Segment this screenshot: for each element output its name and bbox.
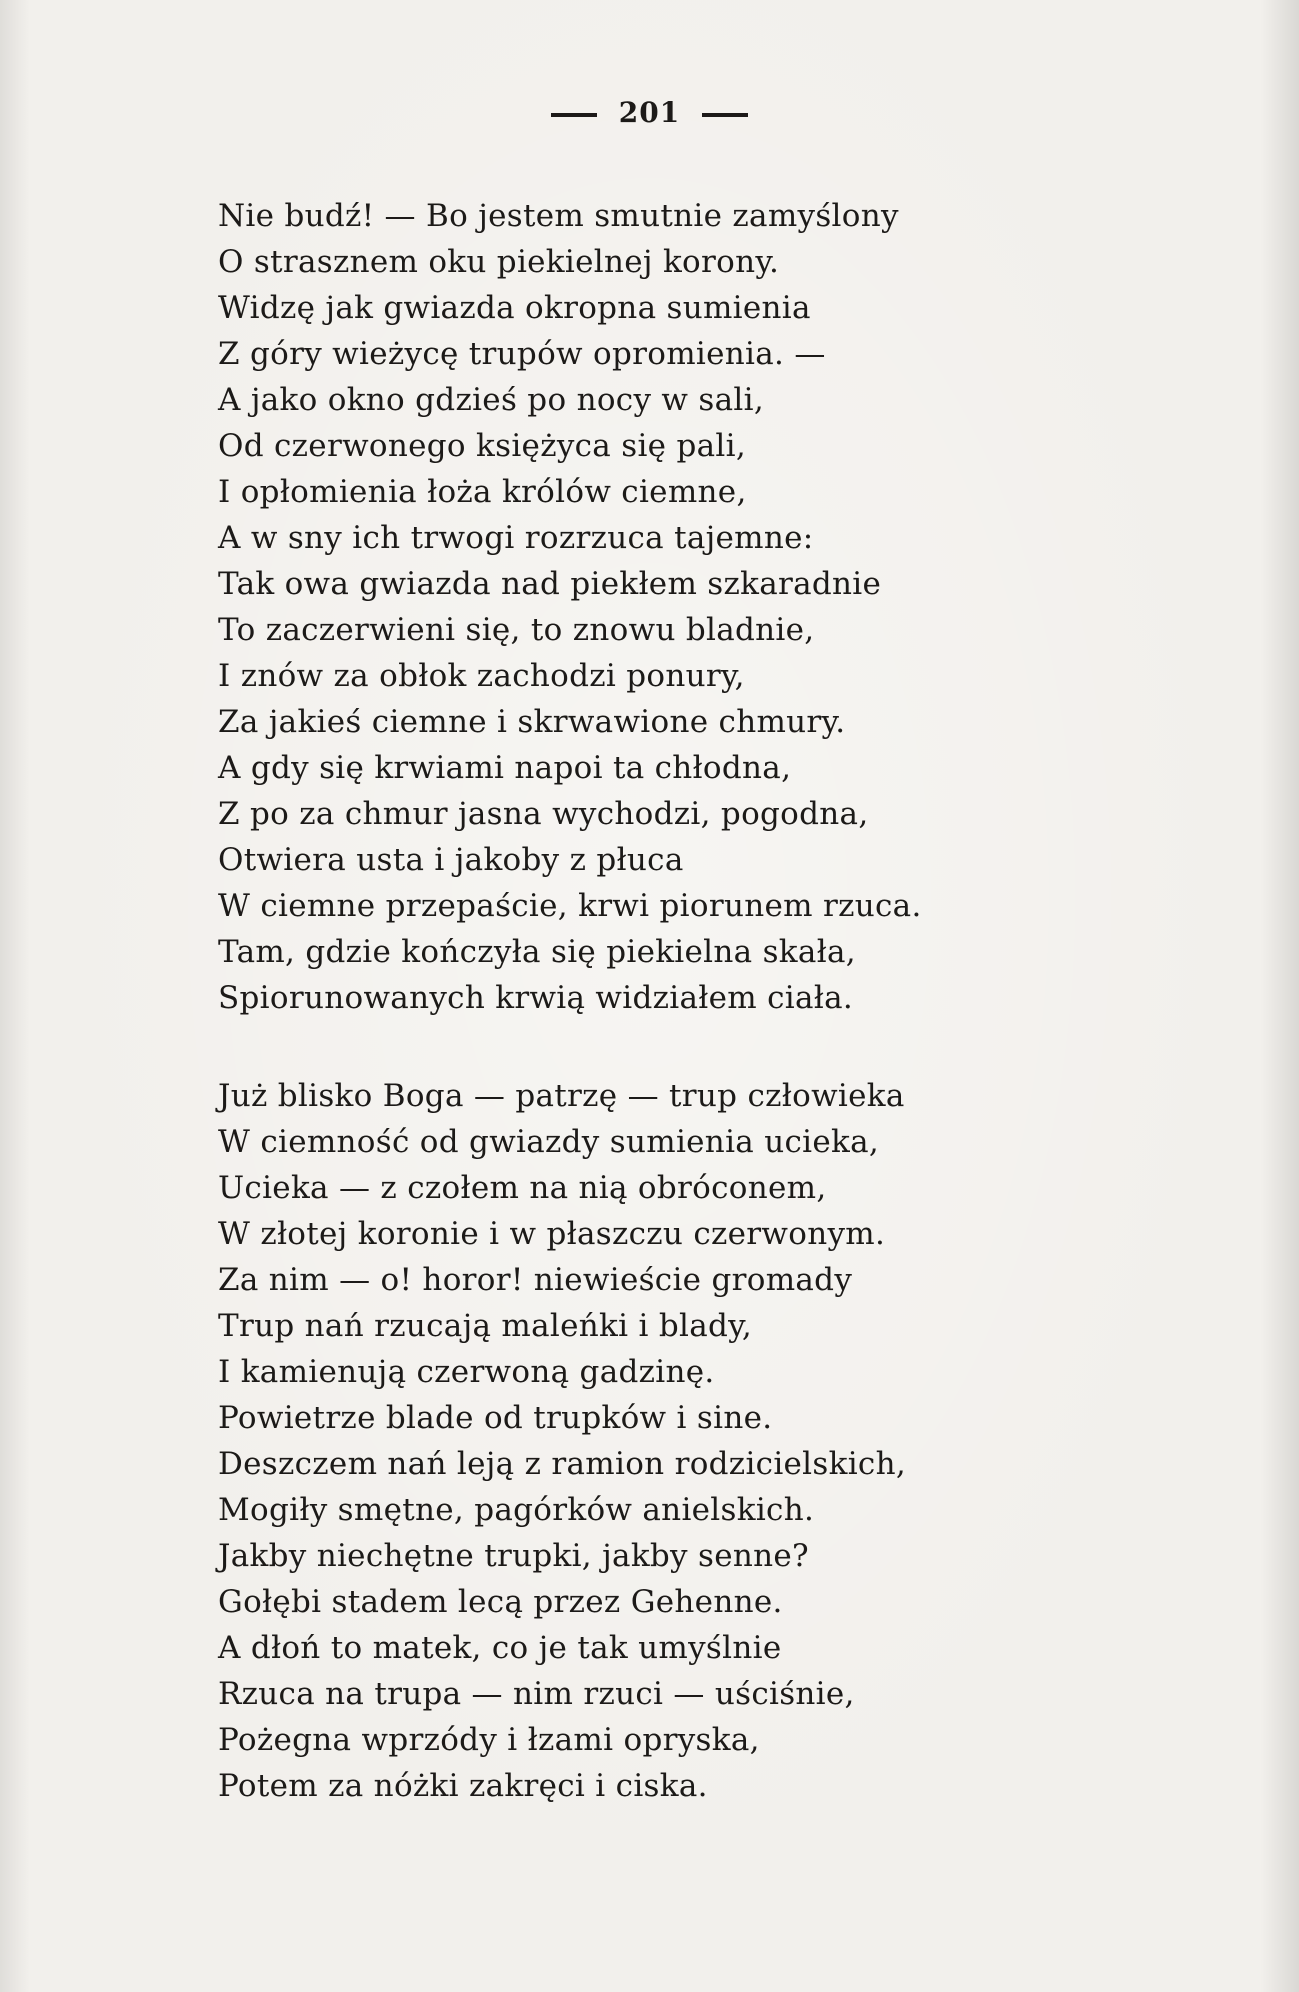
poem-line: O strasznem oku piekielnej korony. — [218, 244, 780, 280]
stanza-2 — [218, 1073, 1238, 1809]
page-header — [0, 96, 1299, 129]
poem-line: Pożegna wprzódy i łzami opryska, — [218, 1722, 760, 1758]
poem-line: Za jakieś ciemne i skrwawione chmury. — [218, 704, 846, 740]
stanza-1 — [218, 193, 1238, 1021]
poem-line: Tak owa gwiazda nad piekłem szkaradnie — [218, 566, 882, 602]
poem-line: To zaczerwieni się, to znowu bladnie, — [218, 612, 815, 648]
poem-line: W złotej koronie i w płaszczu czerwonym. — [218, 1216, 886, 1252]
poem-line: A dłoń to matek, co je tak umyślnie — [218, 1630, 782, 1666]
poem-line: Trup nań rzucają maleńki i blady, — [218, 1308, 752, 1344]
poem-line: Rzuca na trupa — nim rzuci — uściśnie, — [218, 1676, 855, 1712]
poem-line: Z góry wieżycę trupów opromienia. — — [218, 336, 826, 372]
poem-line: Z po za chmur jasna wychodzi, pogodna, — [218, 796, 869, 832]
poem-line: Tam, gdzie kończyła się piekielna skała, — [218, 934, 856, 970]
poem-line: Widzę jak gwiazda okropna sumienia — [218, 290, 811, 326]
poem-line: Gołębi stadem lecą przez Gehenne. — [218, 1584, 783, 1620]
poem-line: Deszczem nań leją z ramion rodzicielskich, — [218, 1446, 906, 1482]
poem-line: I kamienują czerwoną gadzinę. — [218, 1354, 715, 1390]
poem-line: I opłomienia łoża królów ciemne, — [218, 474, 747, 510]
poem-line: A w sny ich trwogi rozrzuca tajemne: — [218, 520, 814, 556]
poem-line: Powietrze blade od trupków i sine. — [218, 1400, 773, 1436]
poem-line: W ciemność od gwiazdy sumienia ucieka, — [218, 1124, 880, 1160]
poem-line: Spiorunowanych krwią widziałem ciała. — [218, 980, 854, 1016]
poem-line: Ucieka — z czołem na nią obróconem, — [218, 1170, 827, 1206]
poem-line: A gdy się krwiami napoi ta chłodna, — [218, 750, 792, 786]
page-number: 201 — [618, 96, 681, 129]
poem-line: A jako okno gdzieś po nocy w sali, — [218, 382, 764, 418]
poem-line: Od czerwonego księżyca się pali, — [218, 428, 746, 464]
poem-line: I znów za obłok zachodzi ponury, — [218, 658, 745, 694]
poem-line: Już blisko Boga — patrzę — trup człowieka — [218, 1078, 905, 1114]
header-dash-left — [551, 113, 597, 117]
header-dash-right — [702, 113, 748, 117]
poem-line: Potem za nóżki zakręci i ciska. — [218, 1768, 708, 1804]
poem-line: Za nim — o! horor! niewieście gromady — [218, 1262, 853, 1298]
poem-line: Nie budź! — Bo jestem smutnie zamyślony — [218, 198, 899, 234]
poem-line: Otwiera usta i jakoby z płuca — [218, 842, 684, 878]
poem-line: W ciemne przepaście, krwi piorunem rzuca. — [218, 888, 922, 924]
poem-line: Mogiły smętne, pagórków anielskich. — [218, 1492, 815, 1528]
poem-line: Jakby niechętne trupki, jakby senne? — [218, 1538, 809, 1574]
